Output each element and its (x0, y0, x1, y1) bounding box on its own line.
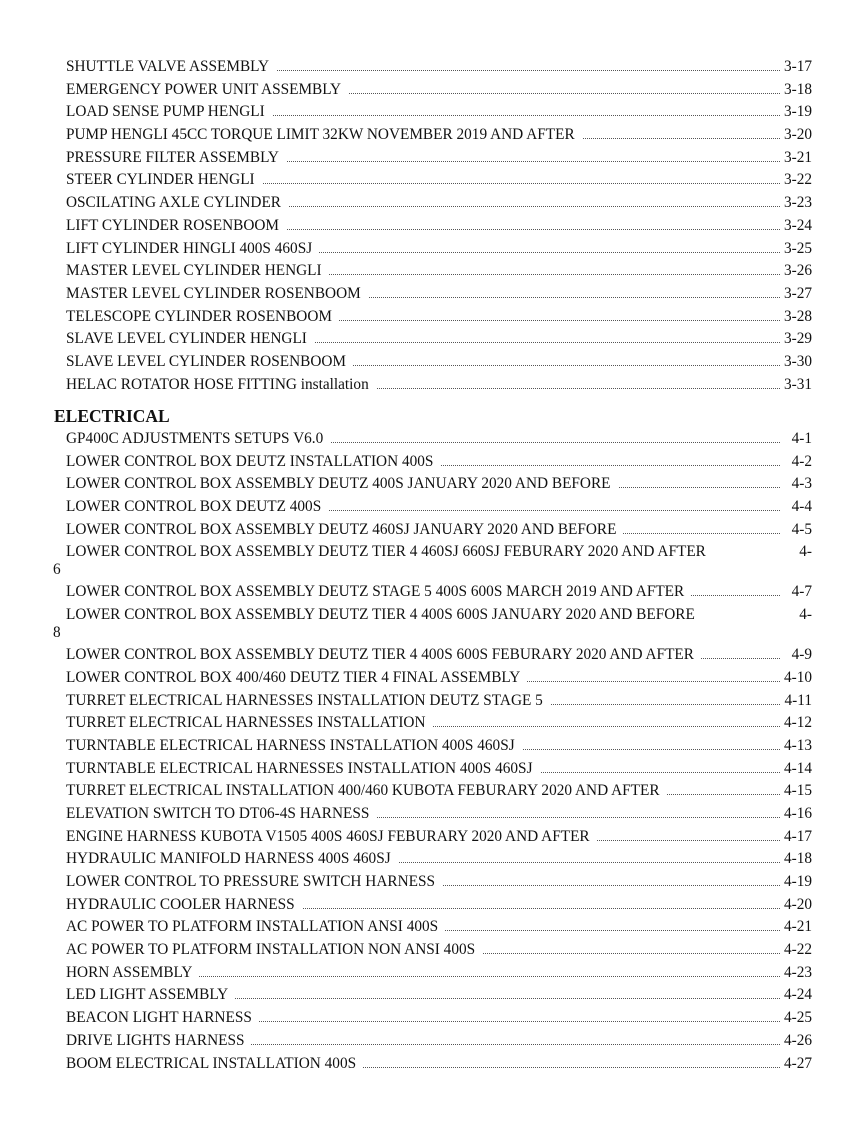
toc-entry[interactable] (0, 56, 866, 79)
dot-leader (361, 1067, 780, 1068)
toc-entry-title: TURNTABLE ELECTRICAL HARNESS INSTALLATION 400S 460SJ (66, 735, 522, 758)
toc-entry-title: AC POWER TO PLATFORM INSTALLATION ANSI 400S (66, 916, 445, 939)
dot-leader (327, 274, 780, 275)
dot-leader (337, 320, 780, 321)
dot-leader (197, 976, 780, 977)
toc-entry-title: BEACON LIGHT HARNESS (66, 1007, 259, 1030)
toc-entry-title: AC POWER TO PLATFORM INSTALLATION NON ANSI 400S (66, 939, 482, 962)
toc-entry[interactable] (0, 519, 866, 542)
dot-leader (317, 252, 780, 253)
toc-entry-title: HELAC ROTATOR HOSE FITTING installation (66, 374, 376, 397)
toc-entry-page-number: 3-23 (782, 192, 812, 215)
dot-leader (257, 1021, 780, 1022)
toc-entry-title: DRIVE LIGHTS HARNESS (66, 1030, 251, 1053)
dot-leader (580, 138, 780, 139)
toc-entry-title: LOWER CONTROL TO PRESSURE SWITCH HARNESS (66, 871, 442, 894)
toc-entry-page-number: 3-17 (782, 56, 812, 79)
toc-entry[interactable] (0, 758, 866, 781)
dot-leader (284, 229, 780, 230)
toc-entry[interactable] (0, 260, 866, 283)
toc-entry-title: LOWER CONTROL BOX ASSEMBLY DEUTZ TIER 4 460SJ 660SJ FEBURARY 2020 AND AFTER (66, 541, 713, 564)
toc-entry[interactable] (0, 283, 866, 306)
toc-entry[interactable] (0, 428, 866, 451)
toc-entry[interactable] (0, 306, 866, 329)
toc-entry[interactable] (0, 351, 866, 374)
toc-entry-title: LED LIGHT ASSEMBLY (66, 984, 235, 1007)
toc-entry[interactable] (0, 984, 866, 1007)
toc-entry-title: LOWER CONTROL BOX DEUTZ 400S (66, 496, 328, 519)
dot-leader (374, 817, 780, 818)
toc-entry-title: LIFT CYLINDER ROSENBOOM (66, 215, 286, 238)
dot-leader (346, 93, 780, 94)
toc-entry-page-number: 3-26 (782, 260, 812, 283)
toc-entry-page-number: 3-21 (782, 147, 812, 170)
toc-entry-title: HORN ASSEMBLY (66, 962, 199, 985)
toc-entry-title: TURRET ELECTRICAL HARNESSES INSTALLATION DEUTZ STAGE 5 (66, 690, 550, 713)
toc-entry-page-number: 4-13 (782, 735, 812, 758)
toc-entry-page-number: 4-3 (790, 473, 812, 496)
toc-entry-title: SLAVE LEVEL CYLINDER ROSENBOOM (66, 351, 353, 374)
dot-leader (284, 161, 780, 162)
toc-entry-page-number: 4-16 (782, 803, 812, 826)
toc-entry-title: PUMP HENGLI 45CC TORQUE LIMIT 32KW NOVEMBER 2019 AND AFTER (66, 124, 582, 147)
toc-entry-title: TURRET ELECTRICAL INSTALLATION 400/460 KUBOTA FEBURARY 2020 AND AFTER (66, 780, 667, 803)
toc-entry-title: TELESCOPE CYLINDER ROSENBOOM (66, 306, 339, 329)
toc-entry[interactable] (0, 644, 866, 667)
dot-leader (525, 681, 780, 682)
toc-entry-page-number: 4- (797, 604, 812, 627)
toc-entry-title: OSCILATING AXLE CYLINDER (66, 192, 288, 215)
toc-entry-page-number: 4-7 (790, 581, 812, 604)
dot-leader (431, 726, 780, 727)
toc-entry[interactable] (0, 147, 866, 170)
dot-leader (286, 206, 780, 207)
dot-leader (374, 388, 780, 389)
toc-entry-title: HYDRAULIC COOLER HARNESS (66, 894, 302, 917)
dot-leader (538, 772, 780, 773)
dot-leader (351, 365, 780, 366)
toc-entry-title: LOWER CONTROL BOX ASSEMBLY DEUTZ TIER 4 400S 600S FEBURARY 2020 AND AFTER (66, 644, 701, 667)
toc-entry[interactable] (0, 581, 866, 604)
toc-entry-title: EMERGENCY POWER UNIT ASSEMBLY (66, 79, 348, 102)
toc-entry[interactable] (0, 712, 866, 735)
toc-entry-page-number: 4-1 (790, 428, 812, 451)
toc-entry-page-number: 4-20 (782, 894, 812, 917)
toc-entry-page-number: 4- (797, 541, 812, 564)
toc-entry-page-number: 4-10 (782, 667, 812, 690)
toc-entry-page-number: 4-19 (782, 871, 812, 894)
toc-entry[interactable] (0, 735, 866, 758)
dot-leader (366, 297, 780, 298)
toc-entry-page-number: 3-28 (782, 306, 812, 329)
toc-list (0, 56, 866, 396)
toc-entry[interactable] (0, 79, 866, 102)
toc-entry-page-number: 4-4 (790, 496, 812, 519)
dot-leader (665, 794, 780, 795)
dot-leader (699, 658, 780, 659)
toc-entry[interactable] (0, 848, 866, 871)
toc-entry[interactable] (0, 962, 866, 985)
toc-entry[interactable] (0, 473, 866, 496)
toc-entry-page-number: 4-9 (790, 644, 812, 667)
dot-leader (440, 885, 780, 886)
toc-list (0, 428, 866, 1075)
toc-entry-title: LOWER CONTROL BOX ASSEMBLY DEUTZ 460SJ JANUARY 2020 AND BEFORE (66, 519, 623, 542)
toc-entry-page-number: 4-17 (782, 826, 812, 849)
toc-entry-title: LOWER CONTROL BOX DEUTZ INSTALLATION 400S (66, 451, 440, 474)
toc-entry[interactable] (0, 916, 866, 939)
toc-entry[interactable] (0, 1007, 866, 1030)
toc-entry[interactable] (0, 667, 866, 690)
toc-entry-page-number: 4-23 (782, 962, 812, 985)
toc-entry-page-number: 3-22 (782, 169, 812, 192)
dot-leader (616, 487, 780, 488)
toc-entry-title: LIFT CYLINDER HINGLI 400S 460SJ (66, 238, 319, 261)
toc-entry-title: LOWER CONTROL BOX ASSEMBLY DEUTZ TIER 4 400S 600S JANUARY 2020 AND BEFORE (66, 604, 702, 627)
toc-entry[interactable] (0, 124, 866, 147)
toc-entry-page-number: 4-14 (782, 758, 812, 781)
toc-entry[interactable] (0, 169, 866, 192)
toc-entry-page-number: 4-21 (782, 916, 812, 939)
toc-entry-page-number: 4-5 (790, 519, 812, 542)
toc-entry-page-number: 3-29 (782, 328, 812, 351)
toc-entry[interactable] (0, 192, 866, 215)
toc-entry-page-number: 3-30 (782, 351, 812, 374)
toc-entry[interactable] (0, 1053, 866, 1076)
toc-entry-title: HYDRAULIC MANIFOLD HARNESS 400S 460SJ (66, 848, 398, 871)
toc-entry-page-number: 4-26 (782, 1030, 812, 1053)
dot-leader (300, 908, 780, 909)
toc-entry-page-number: 3-24 (782, 215, 812, 238)
dot-leader (233, 998, 780, 999)
toc-entry[interactable] (0, 215, 866, 238)
toc-entry[interactable] (0, 541, 866, 581)
toc-entry[interactable] (0, 803, 866, 826)
dot-leader (312, 342, 780, 343)
toc-entry-page-number-continued: 8 (53, 624, 61, 642)
toc-entry[interactable] (0, 604, 866, 644)
section-heading: ELECTRICAL (54, 406, 170, 426)
dot-leader (621, 533, 780, 534)
dot-leader (260, 183, 780, 184)
dot-leader (274, 70, 780, 71)
toc-entry-page-number: 4-15 (782, 780, 812, 803)
toc-entry[interactable] (0, 871, 866, 894)
toc-entry-title: LOWER CONTROL BOX 400/460 DEUTZ TIER 4 FINAL ASSEMBLY (66, 667, 527, 690)
toc-entry-page-number: 3-27 (782, 283, 812, 306)
toc-entry-title: ELEVATION SWITCH TO DT06-4S HARNESS (66, 803, 376, 826)
toc-entry-page-number: 4-18 (782, 848, 812, 871)
dot-leader (443, 930, 780, 931)
toc-entry-page-number: 4-12 (782, 712, 812, 735)
toc-entry[interactable] (0, 894, 866, 917)
dot-leader (270, 115, 780, 116)
dot-leader (326, 510, 780, 511)
toc-entry-title: PRESSURE FILTER ASSEMBLY (66, 147, 286, 170)
dot-leader (689, 595, 780, 596)
dot-leader (595, 840, 780, 841)
toc-entry[interactable] (0, 939, 866, 962)
toc-entry-title: MASTER LEVEL CYLINDER HENGLI (66, 260, 329, 283)
toc-entry[interactable] (0, 328, 866, 351)
toc-entry-page-number: 4-25 (782, 1007, 812, 1030)
dot-leader (480, 953, 780, 954)
toc-entry-page-number: 4-11 (783, 690, 812, 713)
toc-entry[interactable] (0, 826, 866, 849)
toc-entry-page-number-continued: 6 (53, 561, 61, 579)
toc-entry[interactable] (0, 690, 866, 713)
toc-entry-title: TURRET ELECTRICAL HARNESSES INSTALLATION (66, 712, 433, 735)
toc-entry-title: MASTER LEVEL CYLINDER ROSENBOOM (66, 283, 368, 306)
toc-entry-page-number: 3-25 (782, 238, 812, 261)
toc-entry-title: GP400C ADJUSTMENTS SETUPS V6.0 (66, 428, 330, 451)
dot-leader (438, 465, 780, 466)
toc-entry[interactable] (0, 780, 866, 803)
toc-entry-page-number: 3-31 (782, 374, 812, 397)
toc-entry[interactable] (0, 451, 866, 474)
toc-entry-page-number: 4-24 (782, 984, 812, 1007)
toc-entry-page-number: 4-2 (790, 451, 812, 474)
toc-entry-title: LOWER CONTROL BOX ASSEMBLY DEUTZ STAGE 5 400S 600S MARCH 2019 AND AFTER (66, 581, 691, 604)
toc-entry-title: LOAD SENSE PUMP HENGLI (66, 101, 272, 124)
toc-entry[interactable] (0, 374, 866, 397)
toc-entry-page-number: 4-22 (782, 939, 812, 962)
toc-entry-page-number: 3-20 (782, 124, 812, 147)
toc-entry-title: TURNTABLE ELECTRICAL HARNESSES INSTALLATION 400S 460SJ (66, 758, 540, 781)
toc-entry-title: SHUTTLE VALVE ASSEMBLY (66, 56, 276, 79)
toc-entry[interactable] (0, 1030, 866, 1053)
toc-entry-page-number: 3-18 (782, 79, 812, 102)
toc-entry[interactable] (0, 101, 866, 124)
dot-leader (328, 442, 780, 443)
toc-entry[interactable] (0, 238, 866, 261)
toc-entry[interactable] (0, 496, 866, 519)
toc-entry-page-number: 3-19 (782, 101, 812, 124)
toc-entry-title: BOOM ELECTRICAL INSTALLATION 400S (66, 1053, 363, 1076)
toc-entry-title: STEER CYLINDER HENGLI (66, 169, 262, 192)
toc-entry-page-number: 4-27 (782, 1053, 812, 1076)
dot-leader (548, 704, 780, 705)
dot-leader (520, 749, 780, 750)
dot-leader (249, 1044, 780, 1045)
toc-entry-title: ENGINE HARNESS KUBOTA V1505 400S 460SJ FEBURARY 2020 AND AFTER (66, 826, 597, 849)
toc-entry-title: SLAVE LEVEL CYLINDER HENGLI (66, 328, 314, 351)
toc-entry-title: LOWER CONTROL BOX ASSEMBLY DEUTZ 400S JANUARY 2020 AND BEFORE (66, 473, 618, 496)
dot-leader (396, 862, 780, 863)
